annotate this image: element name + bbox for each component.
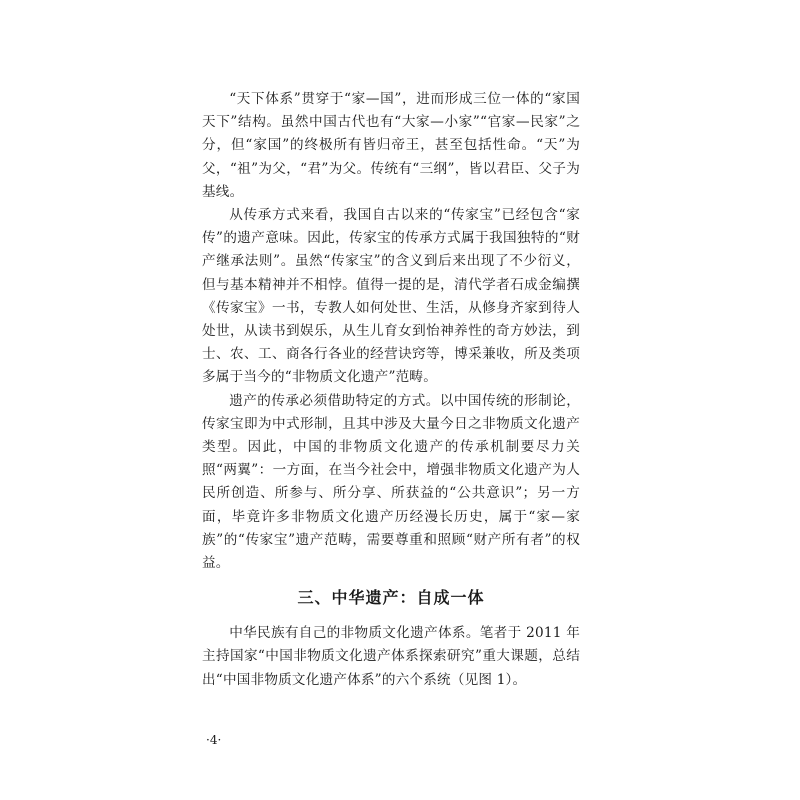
section-heading: 三、中华遗产：自成一体: [297, 588, 485, 608]
paragraph-tianxia-system: “天下体系”贯穿于“家—国”，进而形成三位一体的“家国天下”结构。虽然中国古代也有“大家—小家”“官家—民家”之分，但“家国”的终极所有皆归帝王，甚至包括性命。“天”为父，“祖”为父，“君”为父。传统有“三纲”，皆以君臣、父子为基线。: [202, 91, 580, 200]
paragraph-heritage-system: 中华民族有自己的非物质文化遗产体系。笔者于 2011 年主持国家“中国非物质文化遗产体系探索研究”重大课题，总结出“中国非物质文化遗产体系”的六个系统（见图 1）。: [202, 625, 580, 688]
paragraph-heirloom-inheritance: 从传承方式来看，我国自古以来的“传家宝”已经包含“家传”的遗产意味。因此，传家宝的传承方式属于我国独特的“财产继承法则”。虽然“传家宝”的含义到后来出现了不少衍义，但与基本精神并不相悖。值得一提的是，清代学者石成金编撰《传家宝》一书，专教人如何处世、生活，从修身齐家到待人处世，从读书到娱乐，从生儿育女到怡神养性的奇方妙法，到士、农、工、商各行各业的经营诀窍等，博采兼收，所及类项多属于当今的“非物质文化遗产”范畴。: [202, 207, 580, 386]
paragraph-inheritance-mechanism: 遗产的传承必须借助特定的方式。以中国传统的形制论，传家宝即为中式形制，且其中涉及大量今日之非物质文化遗产类型。因此，中国的非物质文化遗产的传承机制要尽力关照“两翼”：一方面，在当今社会中，增强非物质文化遗产为人民所创造、所参与、所分享、所获益的“公共意识”；另一方面，毕竟许多非物质文化遗产历经漫长历史，属于“家—家族”的“传家宝”遗产范畴，需要尊重和照顾“财产所有者”的权益。: [202, 392, 580, 572]
page-number: ·4·: [206, 733, 222, 747]
body-text: [202, 88, 580, 692]
